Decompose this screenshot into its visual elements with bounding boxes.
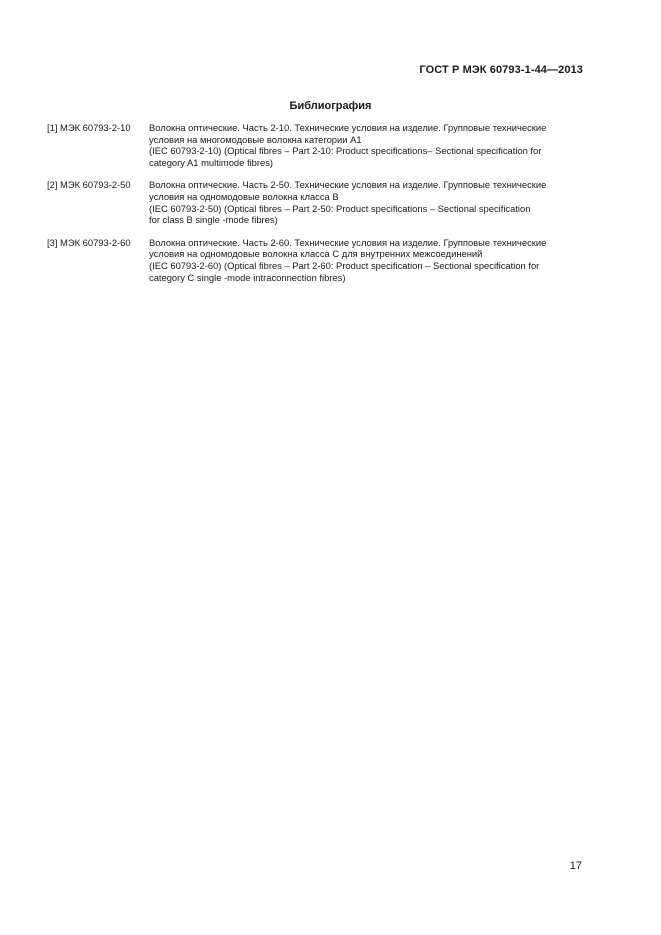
entry-reference: [3] МЭК 60793-2-60 xyxy=(47,236,131,248)
entry-line: Волокна оптические. Часть 2-60. Технические условия на изделие. Групповые технические xyxy=(149,236,547,248)
entry-line: (IEC 60793-2-50) (Optical fibres – Part 2-50: Product specifications – Sectional specification xyxy=(149,202,531,214)
page-number: 17 xyxy=(569,860,582,872)
entry-line: условия на одномодовые волокна класса В xyxy=(149,190,339,202)
entry-text xyxy=(149,179,587,225)
bibliography-entry xyxy=(47,179,587,225)
entry-line: Волокна оптические. Часть 2-50. Технические условия на изделие. Групповые технические xyxy=(149,179,547,191)
entry-text xyxy=(149,122,587,168)
bibliography-list xyxy=(47,122,587,294)
entry-text xyxy=(149,237,587,283)
entry-line: category C single -mode intraconnection fibres) xyxy=(149,271,346,283)
entry-line: for class B single -mode fibres) xyxy=(149,214,278,226)
entry-line: условия на одномодовые волокна класса С для внутренних межсоединений xyxy=(149,248,483,260)
entry-line: (IEC 60793-2-60) (Optical fibres – Part 2-60: Product specification – Sectional specification for xyxy=(149,259,540,271)
entry-reference: [2] МЭК 60793-2-50 xyxy=(47,179,131,191)
section-title: Библиография xyxy=(289,100,372,112)
document-header: ГОСТ Р МЭК 60793-1-44—2013 xyxy=(419,64,583,76)
entry-reference: [1] МЭК 60793-2-10 xyxy=(47,122,131,133)
entry-line: category A1 multimode fibres) xyxy=(149,156,274,168)
entry-line: условия на многомодовые волокна категории А1 xyxy=(149,133,362,145)
bibliography-entry xyxy=(47,122,587,168)
entry-line: Волокна оптические. Часть 2-10. Технические условия на изделие. Групповые технические xyxy=(149,122,547,133)
bibliography-entry xyxy=(47,237,587,283)
entry-line: (IEC 60793-2-10) (Optical fibres – Part 2-10: Product specifications– Sectional specification for xyxy=(149,145,542,157)
